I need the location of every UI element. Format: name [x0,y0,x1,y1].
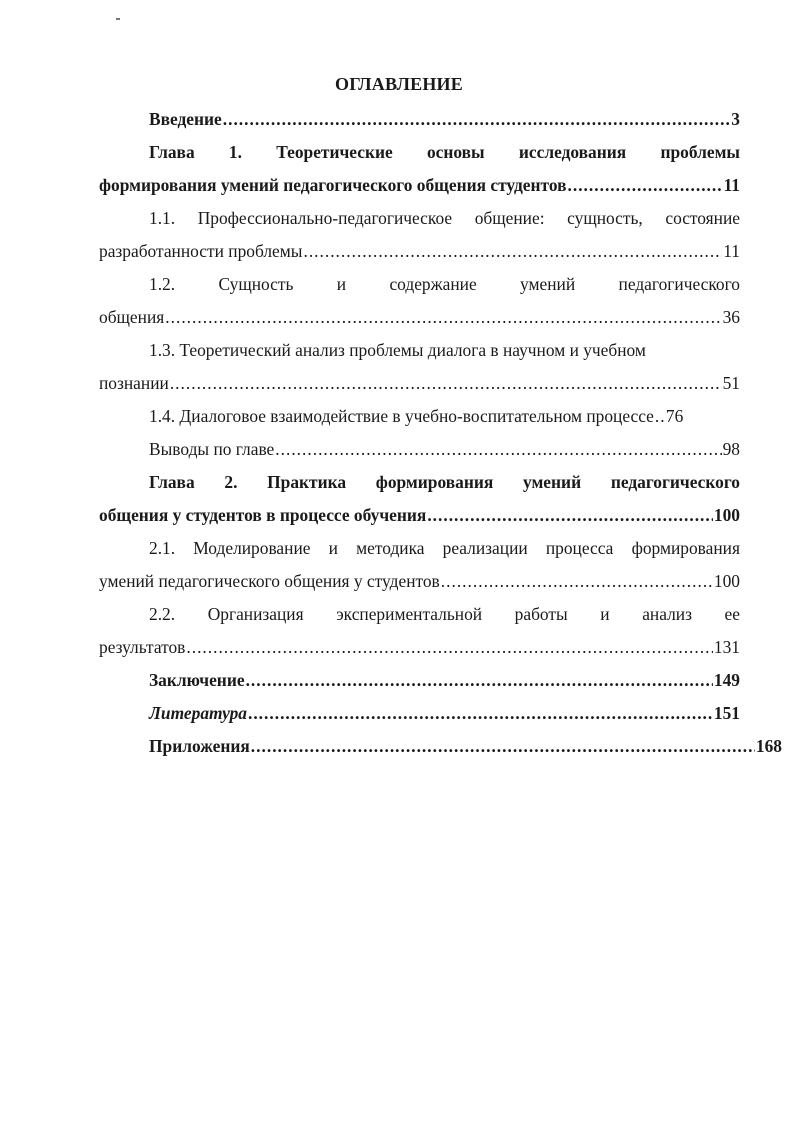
toc-entry-label-line-2: разработанности проблемы [99,241,303,261]
toc-leader-dots [427,499,713,532]
toc-entry-label-line-2: умений педагогического общения у студентов [99,571,440,591]
toc-page-number: 76 [665,406,684,426]
toc-leader-dots [248,697,713,730]
toc-entry-label-line-1 [99,334,740,367]
toc-page-number: 100 [713,571,740,591]
toc-entry-label: Введение [149,109,222,129]
scan-speck [116,18,120,20]
toc-entry-label: Заключение [149,670,245,690]
toc-leader-dots [655,400,665,433]
toc-leader-dots [303,235,722,268]
toc-entry-appendix[interactable] [99,730,782,763]
toc-leader-dots [251,730,755,763]
toc-page-number: 149 [713,670,740,690]
toc-entry-label-line-1: 1.2. Сущность и содержание умений педагогического [149,274,740,294]
toc-leader-dots [223,103,731,136]
toc-entry-label-line-2: общения у студентов в процессе обучения [99,505,427,525]
toc-leader-dots [170,367,722,400]
table-of-contents [99,103,782,763]
toc-entry-section-1-4[interactable] [99,400,740,433]
toc-page-number: 151 [713,703,740,723]
toc-entry-section-2-1[interactable] [99,532,740,598]
toc-entry-label: Приложения [149,736,250,756]
toc-entry-label-text: 1.3. Теоретический анализ проблемы диалога в научном и учебном [149,340,646,360]
toc-entry-label: Выводы по главе [149,439,275,459]
toc-page-number: 11 [723,175,740,195]
toc-entry-label-line-1: 2.2. Организация экспериментальной работы и анализ ее [149,604,740,624]
toc-leader-dots [186,631,713,664]
toc-page-number: 11 [723,241,740,261]
toc-entry-label-line-1: 2.1. Моделирование и методика реализации процесса формирования [149,538,740,558]
toc-page-number: 36 [722,307,740,327]
toc-leader-dots [275,433,721,466]
toc-page-number: 131 [713,637,740,657]
toc-entry-section-1-2[interactable] [99,268,740,334]
toc-entry-label-line-1: Глава 2. Практика формирования умений педагогического [149,472,740,492]
toc-entry-chapter-2[interactable] [99,466,740,532]
toc-page-number: 168 [755,736,782,756]
toc-leader-dots [165,301,721,334]
toc-entry-label-line-1: Глава 1. Теоретические основы исследования проблемы [149,142,740,162]
toc-page-number: 98 [722,439,740,459]
toc-entry-label: 1.4. Диалоговое взаимодействие в учебно-воспитательном процессе [149,406,654,426]
toc-entry-label-line-2: познании [99,373,169,393]
toc-entry-label: Литература [149,703,247,723]
toc-leader-dots [441,565,713,598]
toc-leader-dots [568,169,723,202]
toc-entry-conclusion[interactable] [99,664,740,697]
toc-page-number: 51 [722,373,740,393]
toc-entry-section-2-2[interactable] [99,598,740,664]
toc-page-number: 100 [713,505,740,525]
toc-entry-label-line-2: результатов [99,637,186,657]
toc-leader-dots [246,664,713,697]
toc-entry-label-line-2: общения [99,307,165,327]
toc-entry-chapter-1-conclusions[interactable] [99,433,740,466]
toc-entry-section-1-1[interactable] [99,202,740,268]
toc-entry-intro[interactable] [99,103,740,136]
toc-entry-chapter-1[interactable] [99,136,740,202]
toc-entry-section-1-3[interactable] [99,334,740,400]
toc-entry-label-line-2: формирования умений педагогического общения студентов [99,175,567,195]
toc-entry-label-line-1: 1.1. Профессионально-педагогическое общение: сущность, состояние [149,208,740,228]
toc-entry-literature[interactable] [99,697,740,730]
toc-page-number: 3 [731,109,740,129]
page-title: ОГЛАВЛЕНИЕ [335,74,463,94]
